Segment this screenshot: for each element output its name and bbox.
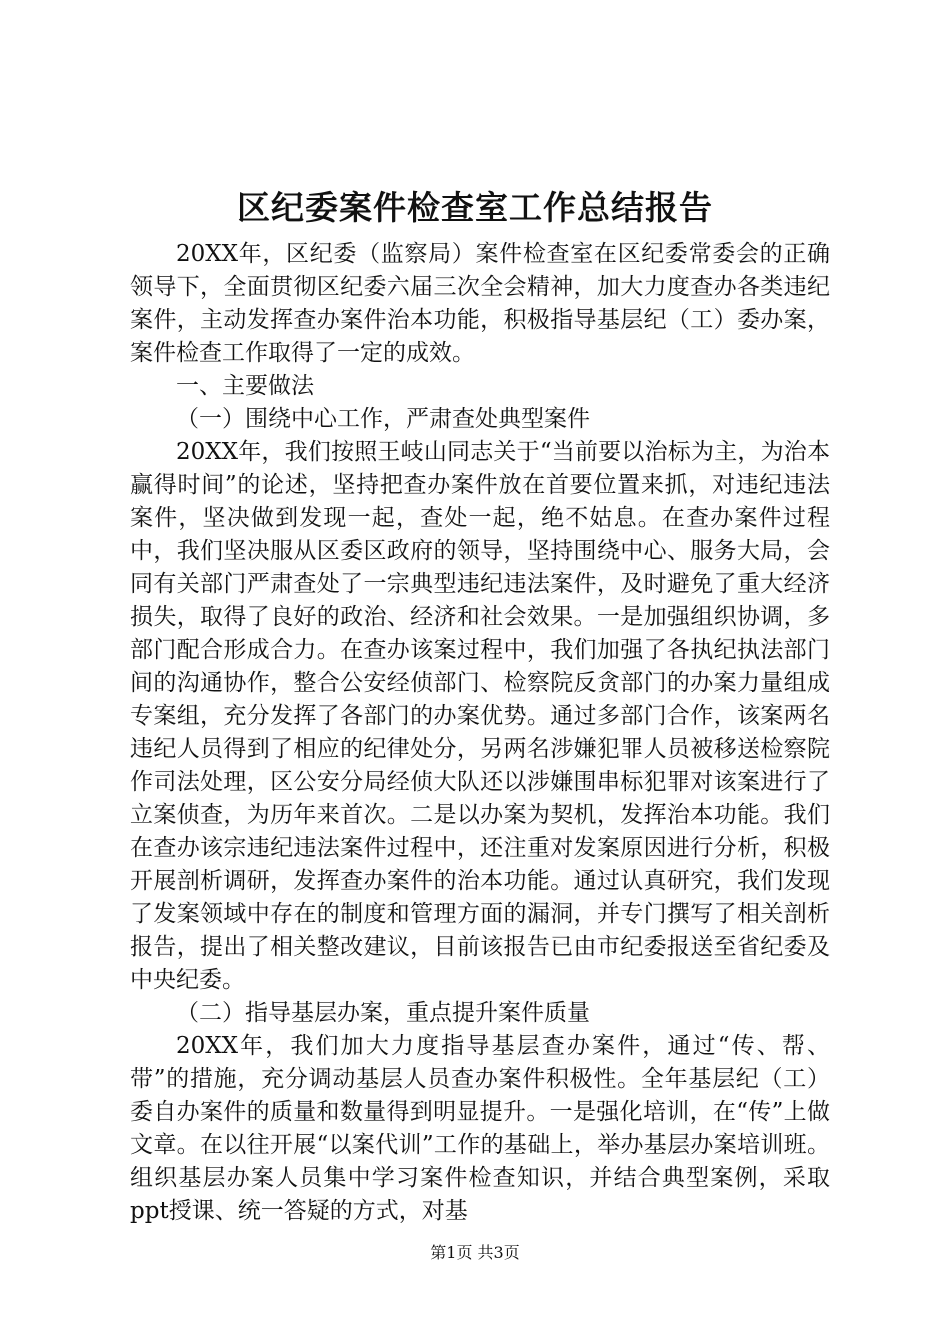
subsection-heading-1: （一）围绕中心工作，严肃查处典型案件 <box>176 406 590 432</box>
paragraph-intro: 20XX年，区纪委（监察局）案件检查室在区纪委常委会的正确领导下，全面贯彻区纪委六届三次全会精神，加大力度查办各类违纪案件，主动发挥查办案件治本功能，积极指导基层纪（工）委办案，案件检查工作取得了一定的成效。 <box>130 241 830 366</box>
document-body <box>130 238 830 1228</box>
paragraph-case-investigation: 20XX年，我们按照王岐山同志关于“当前要以治标为主，为治本赢得时间”的论述，坚持把查办案件放在首要位置来抓，对违纪违法案件，坚决做到发现一起，查处一起，绝不姑息。在查办案件过程中，我们坚决服从区委区政府的领导，坚持围绕中心、服务大局，会同有关部门严肃查处了一宗典型违纪违法案件，及时避免了重大经济损失，取得了良好的政治、经济和社会效果。一是加强组织协调，多部门配合形成合力。在查办该案过程中，我们加强了各执纪执法部门间的沟通协作，整合公安经侦部门、检察院反贪部门的办案力量组成专案组，充分发挥了各部门的办案优势。通过多部门合作，该案两名违纪人员得到了相应的纪律处分，另两名涉嫌犯罪人员被移送检察院作司法处理，区公安分局经侦大队还以涉嫌围串标犯罪对该案进行了立案侦查，为历年来首次。二是以办案为契机，发挥治本功能。我们在查办该宗违纪违法案件过程中，还注重对发案原因进行分析，积极开展剖析调研，发挥查办案件的治本功能。通过认真研究，我们发现了发案领域中存在的制度和管理方面的漏洞，并专门撰写了相关剖析报告，提出了相关整改建议，目前该报告已由市纪委报送至省纪委及中央纪委。 <box>130 439 830 993</box>
document-title: 区纪委案件检查室工作总结报告 <box>237 188 713 227</box>
section-heading-main-practices: 一、主要做法 <box>176 373 314 399</box>
page-number-footer: 第1页 共3页 <box>430 1243 520 1262</box>
subsection-heading-2: （二）指导基层办案，重点提升案件质量 <box>176 1000 590 1026</box>
paragraph-grassroots-guidance: 20XX年，我们加大力度指导基层查办案件，通过“传、帮、带”的措施，充分调动基层人员查办案件积极性。全年基层纪（工）委自办案件的质量和数量得到明显提升。一是强化培训，在“传”上做文章。在以往开展“以案代训”工作的基础上，举办基层办案培训班。组织基层办案人员集中学习案件检查知识，并结合典型案例，采取ppt授课、统一答疑的方式，对基 <box>130 1033 830 1224</box>
